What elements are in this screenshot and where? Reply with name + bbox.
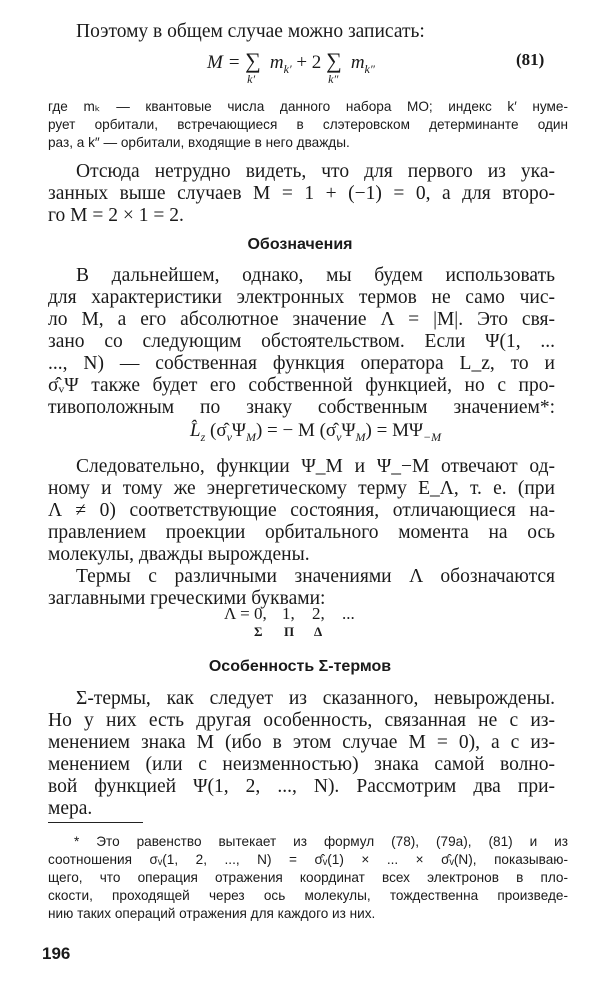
sum-glyph: ∑ (326, 48, 342, 73)
equation-81 (207, 48, 375, 86)
eq-part: Ψ (231, 420, 246, 441)
eq-sub: k′ (283, 61, 292, 76)
term-letter: Σ (254, 624, 263, 639)
footnote-line: соотношения σᵥ(1, 2, ..., N) = σ̂ᵥ(1) × ... × σ̂ᵥ(N), показываю- (48, 852, 568, 867)
paragraph-line: Σ-термы, как следует из сказанного, невырождены. (76, 688, 555, 709)
paragraph-line: правлением проекции орбитального момента на ось (48, 522, 555, 543)
term-letters (254, 624, 322, 640)
term-letter: Π (284, 624, 295, 639)
paragraph-line: ло M, а его абсолютное значение Λ = |M|. Это свя- (48, 309, 555, 330)
paragraph-line: занных выше случаев M = 1 + (−1) = 0, а для второ- (48, 183, 555, 204)
eq-term: m (269, 52, 284, 73)
eq-term: m (350, 52, 365, 73)
small-text-line: где mₖ — квантовые числа данного набора МО; индекс k′ нуме- (48, 99, 568, 114)
paragraph-line: менением знака M (ибо в этом случае M = 0), а с из- (48, 732, 555, 753)
paragraph-line: заглавными греческими буквами: (48, 588, 326, 609)
eq-sub: k″ (364, 61, 375, 76)
eq-part: L̂ (190, 420, 201, 441)
paragraph-line: го M = 2 × 1 = 2. (48, 205, 184, 226)
paragraph-line: В дальнейшем, однако, мы будем использовать (76, 265, 555, 286)
eq-sub: M (245, 429, 256, 444)
small-text-line: рует орбитали, встречающиеся в слэтеровском детерминанте один (48, 117, 568, 132)
lambda-value: 1, (282, 604, 295, 623)
equation-lz (190, 420, 441, 445)
paragraph-line: Следовательно, функции Ψ_M и Ψ_−M отвечают од- (76, 456, 555, 477)
eq-part: (σ̂ (205, 420, 227, 441)
eq-part: ) = − M (σ̂ (255, 420, 337, 441)
paragraph-line: для характеристики электронных термов не само чис- (48, 287, 555, 308)
paragraph-line: зано со следующим обстоятельством. Если Ψ(1, ... (48, 331, 555, 352)
eq-lhs: M = (207, 52, 241, 73)
footnote-line: скости, проходящей через ось молекулы, тождественна произведе- (48, 888, 568, 903)
paragraph-line: менением (или с неизменностью) знака самой волно- (48, 754, 555, 775)
paragraph-line: Λ ≠ 0) соответствующие состояния, отличающиеся на- (48, 500, 555, 521)
eq-plus: + 2 (296, 52, 322, 73)
page-number: 196 (42, 944, 71, 963)
footnote-line: нию таких операций отражения для каждого из них. (48, 906, 376, 921)
paragraph-line: σ̂ᵥΨ также будет его собственной функцией, но с про- (48, 375, 555, 396)
sum-symbol (326, 48, 346, 86)
lambda-value: ... (342, 604, 355, 623)
paragraph-line: ному и тому же энергетическому терму E_Λ, т. е. (при (48, 478, 555, 499)
paragraph-line: тивоположным по знаку собственным значением*: (48, 397, 555, 418)
paragraph-line: Поэтому в общем случае можно записать: (76, 21, 425, 42)
lambda-values (224, 604, 355, 624)
footnote-divider (48, 822, 143, 823)
lambda-value: 2, (312, 604, 325, 623)
equation-number: (81) (516, 50, 545, 69)
lambda-value: Λ = 0, (224, 604, 267, 623)
eq-sub: M (355, 429, 366, 444)
eq-sub: z (200, 429, 206, 444)
paragraph-line: ..., N) — собственная функция оператора L_z, то и (48, 353, 555, 374)
eq-sub: v (226, 429, 232, 444)
paragraph-line: Термы с различными значениями Λ обозначаются (76, 566, 555, 587)
paragraph-line: Но у них есть другая особенность, связанная не с из- (48, 710, 555, 731)
term-letter: Δ (314, 624, 323, 639)
paragraph-line: мера. (48, 798, 93, 819)
sum-index: k′ (247, 72, 256, 86)
eq-sub: v (336, 429, 342, 444)
small-text-line: раз, а k″ — орбитали, входящие в него дважды. (48, 135, 350, 150)
sum-glyph: ∑ (245, 48, 261, 73)
paragraph-line: Отсюда нетрудно видеть, что для первого из ука- (76, 161, 555, 182)
footnote-line: * Это равенство вытекает из формул (78), (79а), (81) и из (74, 834, 568, 849)
sum-symbol (245, 48, 265, 86)
footnote-line: щего, что операция отражения координат всех электронов в пло- (48, 870, 568, 885)
sum-index: k″ (328, 72, 339, 86)
section-heading: Особенность Σ-термов (208, 658, 392, 675)
paragraph-line: вой функцией Ψ(1, 2, ..., N). Рассмотрим два при- (48, 776, 555, 797)
eq-part: ) = MΨ (365, 420, 423, 441)
eq-sub: −M (423, 429, 442, 444)
paragraph-line: молекулы, дважды вырождены. (48, 544, 310, 565)
eq-part: Ψ (341, 420, 356, 441)
section-heading: Обозначения (247, 236, 353, 253)
